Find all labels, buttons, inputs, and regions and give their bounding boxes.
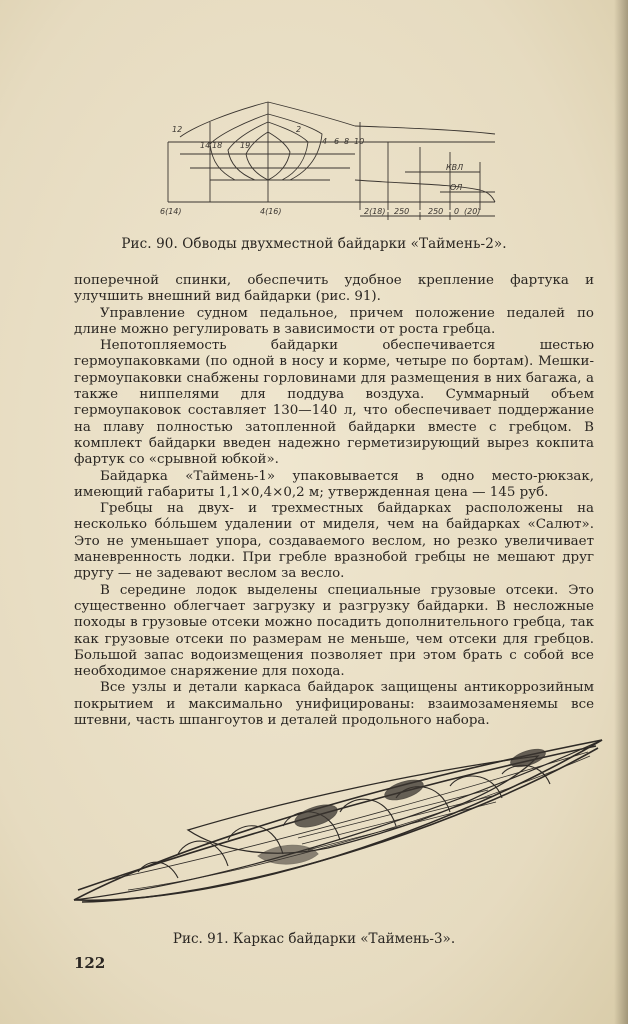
paragraph-7: Все узлы и детали каркаса байдарок защищены антикоррозийным покрытием и максимально унифицированы: взаимозаменяемы все штевни, часть шпангоутов и деталей продольного набора. xyxy=(74,680,594,729)
fig90-label-b2: 2(18) xyxy=(364,207,386,216)
fig90-label-10: 10 xyxy=(354,137,365,146)
fig90-label-od: ОЛ xyxy=(450,183,463,192)
fig90-label-b3: 250 xyxy=(394,207,410,216)
fig90-label-b0: 6(14) xyxy=(160,207,182,216)
fig90-label-b5: 0 xyxy=(454,207,460,216)
paragraph-2: Управление судном педальное, причем положение педалей по длине можно регулировать в зависимости от роста гребца. xyxy=(74,305,594,337)
page-edge-shadow xyxy=(614,0,628,1024)
fig90-label-2: 2 xyxy=(296,125,302,134)
fig90-label-8: 8 xyxy=(344,137,350,146)
fig90-label-4: 4 xyxy=(322,137,328,146)
figure-91-caption: Рис. 91. Каркас байдарки «Таймень-3». xyxy=(172,931,456,947)
paragraph-1: поперечной спинки, обеспечить удобное крепление фартука и улучшить внешний вид байдарки (рис. 91). xyxy=(74,273,594,305)
fig90-label-b1: 4(16) xyxy=(260,207,282,216)
paragraph-5: Гребцы на двух- и трехместных байдарках расположены на несколько бо́льшем удалении от миделя, чем на байдарках «Салют». Это не уменьшает упора, создаваемого веслом, но резко увеличивает маневренность лодки. При гребле вразнобой гребцы не мешают друг другу — не задевают веслом за весло. xyxy=(74,501,594,582)
fig90-label-14: 14 xyxy=(200,141,211,150)
page-number: 122 xyxy=(74,954,106,972)
fig90-label-b4: 250 xyxy=(428,207,444,216)
paragraph-3: Непотопляемость байдарки обеспечивается шестью гермоупаковками (по одной в носу и корме, четыре по бортам). Мешки-гермоупаковки снабжены горловинами для размещения в них багажа, а также ниппелями для поддува воздуха. Суммарный объем гермоупаковок составляет 130—140 л, что обеспечивает поддержание на плаву полностью затопленной байдарки вместе с гребцом. В комплект байдарки введен надежно герметизирующий вырез кокпита фартук со «срывной юбкой». xyxy=(74,338,594,468)
figure-90-hull-lines xyxy=(150,92,510,230)
fig90-label-kvl: КВЛ xyxy=(446,163,464,172)
figure-90-caption: Рис. 90. Обводы двухместной байдарки «Таймень-2». xyxy=(121,236,507,252)
figure-91-kayak-frame xyxy=(68,730,608,925)
fig90-label-12: 12 xyxy=(172,125,183,134)
fig90-label-19: 19 xyxy=(240,141,251,150)
paragraph-6: В середине лодок выделены специальные грузовые отсеки. Это существенно облегчает загрузку и разгрузку байдарки. В несложные походы в грузовые отсеки можно посадить дополнительного гребца, так как грузовые отсеки по размерам не меньше, чем отсеки для гребцов. Большой запас водоизмещения позволяет при этом брать с собой все необходимое снаряжение для похода. xyxy=(74,582,594,680)
fig90-label-18: 18 xyxy=(212,141,223,150)
fig90-label-6: 6 xyxy=(334,137,340,146)
fig90-label-b6: (20) xyxy=(464,207,481,216)
body-text xyxy=(74,273,594,729)
paragraph-4: Байдарка «Таймень-1» упаковывается в одно место-рюкзак, имеющий габариты 1,1×0,4×0,2 м; утвержденная цена — 145 руб. xyxy=(74,468,594,500)
